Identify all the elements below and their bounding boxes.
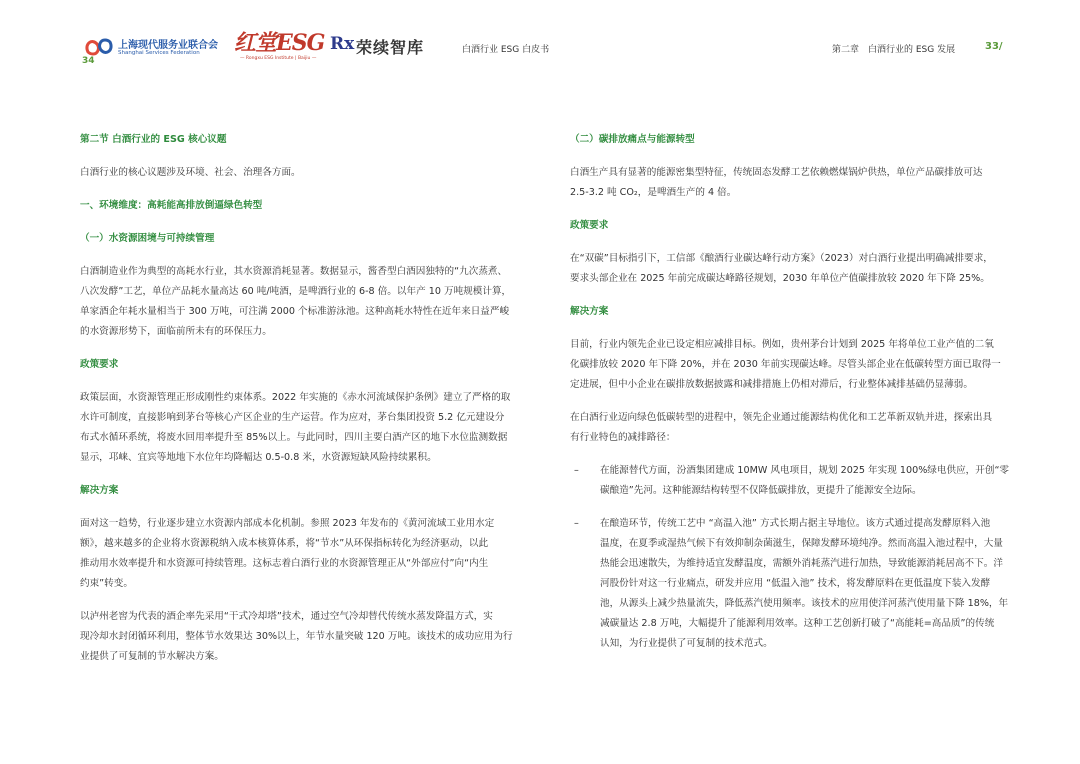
page-number-right: 33/ (985, 41, 1003, 52)
section-title: 第二节 白酒行业的 ESG 核心议题 (80, 134, 227, 145)
chapter-title: 第二章 白酒行业的 ESG 发展 (832, 45, 956, 55)
carbon-heading: （二）碳排放痛点与能源转型 (570, 134, 695, 145)
text-line: 要求头部企业在 2025 年前完成碳达峰路径规划，2030 年单位产值碳排放较 2020 年下降 25%。 (570, 273, 990, 284)
page-number-left: 34 (82, 56, 95, 66)
text-line: 推动用水效率提升和水资源可持续管理。这标志着白酒行业的水资源管理正从“外部应付”向“内生 (80, 558, 489, 569)
solution-paragraph (80, 514, 520, 594)
text-line: 白酒生产具有显著的能源密集型特征，传统固态发酵工艺依赖燃煤锅炉供热，单位产品碳排放可达 (570, 167, 983, 178)
text-line: 布式水循环系统，将废水回用率提升至 85%以上。与此同时，四川主要白酒产区的地下水位监测数据 (80, 432, 508, 443)
text-line: 2.5-3.2 吨 CO₂，是啤酒生产的 4 倍。 (570, 187, 737, 198)
hongtang-esg-wordmark: 红堂ESG (234, 30, 325, 56)
policy-heading: 政策要求 (80, 359, 119, 370)
policy-heading: 政策要求 (570, 220, 609, 231)
water-paragraph (80, 262, 520, 342)
text-line: 温度，在夏季或湿热气候下有效抑制杂菌滋生，保障发酵环境纯净。然而高温入池过程中，大量 (600, 538, 1003, 549)
text-line: 热能会迅速散失，为维持适宜发酵温度，需额外消耗蒸汽进行加热，导致能源消耗居高不下。洋 (600, 558, 1003, 569)
text-line: 面对这一趋势，行业逐步建立水资源内部成本化机制。参照 2023 年发布的《黄河流域工业用水定 (80, 518, 495, 529)
policy-paragraph (80, 388, 520, 468)
text-line: 碳酿造”先河。这种能源结构转型不仅降低碳排放，更提升了能源安全边际。 (600, 485, 922, 496)
transition-paragraph (570, 408, 1010, 448)
text-line: 额》，越来越多的企业将水资源税纳入成本核算体系，将“节水”从环保指标转化为经济驱动，以此 (80, 538, 489, 549)
text-line: 以泸州老窖为代表的酒企率先采用“干式冷却塔”技术，通过空气冷却替代传统水蒸发降温方式，实 (80, 611, 493, 622)
bullet-brewing-process (570, 514, 1010, 654)
text-line: 政策层面，水资源管理正形成刚性约束体系。2022 年实施的《赤水河流域保护条例》建立了严格的取 (80, 392, 511, 403)
right-column (570, 130, 1010, 654)
env-dimension-heading: 一、环境维度：高耗能高排放倒逼绿色转型 (80, 200, 263, 211)
solution-heading: 解决方案 (570, 306, 609, 317)
rx-mark: Rx (330, 34, 355, 54)
left-column (80, 130, 520, 667)
luzhou-paragraph (80, 607, 520, 667)
text-line: 约束”转变。 (80, 578, 133, 589)
hongtang-esg-logo (234, 26, 325, 66)
bullet-dash: – (574, 518, 579, 529)
rongxu-name: 荣续智库 (356, 38, 425, 57)
text-line: 减碳量达 2.8 万吨，大幅提升了能源利用效率。这种工艺创新打破了“高能耗=高品质”的传统 (600, 618, 995, 629)
text-line: 在“双碳”目标指引下，工信部《酿酒行业碳达峰行动方案》（2023）对白酒行业提出明确减排要求， (570, 253, 993, 264)
text-line: 目前，行业内领先企业已设定相应减排目标。例如，贵州茅台计划到 2025 年将单位工业产值的二氧 (570, 339, 994, 350)
text-line: 有行业特色的减排路径： (570, 432, 676, 443)
bullet-energy-substitution (570, 461, 1010, 501)
policy-paragraph (570, 249, 1010, 289)
text-line: 八次发酵”工艺，单位产品耗水量高达 60 吨/吨酒，是啤酒行业的 6-8 倍。以年产 10 万吨规模计算， (80, 286, 512, 297)
federation-name-cn: 上海现代服务业联合会 (118, 40, 218, 51)
text-line: 单家酒企年耗水量相当于 300 万吨，可注满 2000 个标准游泳池。这种高耗水特性在近年来日益严峻 (80, 306, 510, 317)
text-line: 在能源替代方面，汾酒集团建成 10MW 风电项目，规划 2025 年实现 100%绿电供应，开创“零 (600, 465, 1010, 476)
hongtang-esg-tagline: — Rongxu ESG Institute | Baijiu — (240, 56, 317, 61)
carbon-paragraph (570, 163, 1010, 203)
text-line: 业提供了可复制的节水解决方案。 (80, 651, 224, 662)
text-line: 在白酒行业迈向绿色低碳转型的进程中，领先企业通过能源结构优化和工艺革新双轨并进，探索出具 (570, 412, 993, 423)
text-line: 的水资源形势下，面临前所未有的环保压力。 (80, 326, 272, 337)
text-line: 化碳排放较 2020 年下降 20%，并在 2030 年前实现碳达峰。尽管头部企业在低碳转型方面已取得一 (570, 359, 1001, 370)
bullet-dash: – (574, 465, 579, 476)
text-line: 在酿造环节，传统工艺中 “高温入池” 方式长期占据主导地位。该方式通过提高发酵原料入池 (600, 518, 991, 529)
text-line: 定进展，但中小企业在碳排放数据披露和减排措施上仍相对滞后，行业整体减排基础仍显薄弱。 (570, 379, 973, 390)
text-line: 现冷却水封闭循环利用，整体节水效果达 30%以上，年节水量突破 120 万吨。该技术的成功应用为行 (80, 631, 513, 642)
solution-heading: 解决方案 (80, 485, 119, 496)
book-title: 白酒行业 ESG 白皮书 (462, 45, 550, 55)
page-header (0, 0, 1080, 70)
shanghai-federation-logo (84, 34, 224, 64)
federation-logo-icon (84, 36, 114, 58)
text-line: 认知，为行业提供了可复制的技术范式。 (600, 638, 773, 649)
text-line: 池，从源头上减少热量流失，降低蒸汽使用频率。该技术的应用使洋河蒸汽使用量下降 18%，年 (600, 598, 1009, 609)
solution-paragraph (570, 335, 1010, 395)
text-line: 显示，邛崃、宜宾等地地下水位年均降幅达 0.5-0.8 米，水资源短缺风险持续累积。 (80, 452, 437, 463)
water-heading: （一）水资源困境与可持续管理 (80, 233, 215, 244)
federation-name-en: Shanghai Services Federation (118, 50, 200, 56)
text-line: 水许可制度，直接影响到茅台等核心产区企业的生产运营。作为应对，茅台集团投资 5.2 亿元建设分 (80, 412, 505, 423)
intro-paragraph: 白酒行业的核心议题涉及环境、社会、治理各方面。 (80, 167, 301, 178)
text-line: 河股份针对这一行业痛点，研发并应用 “低温入池” 技术，将发酵原料在更低温度下装入发酵 (600, 578, 991, 589)
text-line: 白酒制造业作为典型的高耗水行业，其水资源消耗显著。数据显示，酱香型白酒因独特的“九次蒸煮、 (80, 266, 508, 277)
